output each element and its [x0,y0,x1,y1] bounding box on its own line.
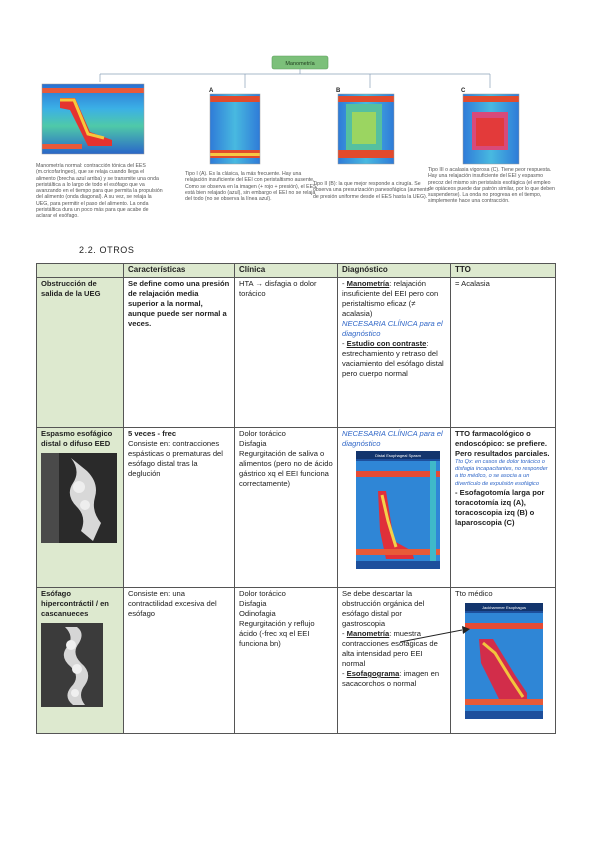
table-header-row [37,264,556,278]
diag-descartar: Se debe descartar la obstrucción orgánica del esófago distal por gastroscopia [342,589,425,628]
panel-c-letter: C [461,88,466,94]
header-diagnostico: Diagnóstico [338,264,451,278]
table-row [37,278,556,428]
diag-esofagograma: - Esofagograma: imagen en sacacorchos o normal [342,669,440,688]
car-definicion: Consiste en: contracciones espásticas o prematuras del esófago distal tras la deglución [128,439,223,478]
xray-nutcracker-image [41,623,103,707]
tto-surgery: - Esofagotomía larga por toracotomía izq (A), toracoscopia izq (B) o laparoscopia (C) [455,487,545,527]
manometry-panel-a [209,88,260,164]
cell-diagnostico [338,588,451,734]
cell-tto [451,588,556,734]
header-condition [37,264,124,278]
cell-clinica [235,588,338,734]
cell-caracteristicas [124,428,235,588]
cell-diagnostico [338,428,451,588]
cli-dolor: Dolor torácico [239,429,286,438]
jackhammer-manometry-chart [465,603,543,719]
caption-type1: Tipo I (A). Es la clásica, la más frecuente. Hay una relajación insuficiente del EEI con peristaltismo ausente. Como se observa en la imagen (+ rojo + presión), el EES está bien relajado (azul), sin embargo el EEI no se relaja del todo (no se observa la línea azul). [185,171,317,203]
manometry-panel-normal [42,84,144,154]
cell-diagnostico [338,278,451,428]
cell-clinica: HTA → disfagia o dolor torácico [235,278,338,428]
manometry-root-node [272,56,328,69]
xray-spasm-image [41,453,117,543]
cell-caracteristicas: Consiste en: una contractilidad excesiva del esófago [124,588,235,734]
panel-b-letter: B [336,88,341,94]
caption-type2: Tipo II (B): la que mejor responde a cirugía. Se observa una presurización panesofágica (aumento de presión uniforme desde el EES hasta la UEG). [313,181,430,200]
manometry-panel-b [336,88,394,164]
manometry-panel-c [461,88,519,164]
disorders-table [36,263,556,734]
cell-caracteristicas [124,278,235,428]
spasm-manometry-chart [356,451,440,569]
chart-title: Jackhammer Esophagus [481,605,527,610]
row-name: Espasmo esofágico distal o difuso EED [41,429,113,448]
cli-regurgitacion: Regurgitación de saliva o alimentos (pero no de ácido gástrico xq el EEI funciona correctamente) [239,449,333,488]
row-name-cell [37,588,124,734]
tto-main: Tto médico [455,589,493,598]
cli-dolor: Dolor torácico [239,589,286,598]
caption-type3: Tipo III o acalasia vigorosa (C). Tiene peor respuesta. Hay una relajación insuficiente del EEI y espasmo precoz del mismo sin peristalsis esofágica (el empleo de opiáceos puede dar patrón similar, por lo que deben suspenderse). La onda no progresa en el tiempo, simplemente hace una contracción. [428,167,555,205]
row-name-cell [37,428,124,588]
cli-reflujo: Regurgitación y reflujo ácido (-frec xq el EEI funciona bn) [239,619,315,648]
manometry-root-label: Manometría [285,61,315,67]
caption-normal: Manometría normal: contracción tónica del EES (m.cricofaríngeo), que se relaja cuando llega el alimento (brecha azul arriba) y se transmite una onda peristáltica a lo largo de todo el esófago que va avanzando en el tiempo para que permita la propulsión del alimento (onda diagonal). A su vez, se relaja la UEG, para permitir el paso del alimento. La onda peristáltica dura un poco más para que acabe de aclarar el esófago. [36,163,163,220]
cli-disfagia: Disfagia [239,439,267,448]
table-row [37,588,556,734]
header-caracteristicas: Características [124,264,235,278]
header-tto: TTO [451,264,556,278]
tto-note: Tto Qx: en casos de dolor torácico o disfagia incapacitantes, no responder a tto médico, o se asocia a un divertículo de expulsión esofágico [455,459,548,487]
section-title: 2.2. OTROS [79,245,135,255]
arrow-to-chart [400,620,470,650]
diag-manometria: - Manometría: muestra contracciones esofágicas de alta intensidad pero EEI normal [342,629,438,668]
cli-disfagia: Disfagia [239,599,267,608]
diag-clinica-note: NECESARIA CLÍNICA para el diagnóstico [342,319,443,338]
cell-text: Se define como una presión de relajación media superior a la normal, aunque puede ser normal a veces. [128,279,230,328]
cell-tto: = Acalasia [451,278,556,428]
table-row [37,428,556,588]
header-clinica: Clínica [235,264,338,278]
car-frecuencia: 5 veces - frec [128,429,177,438]
diag-manometria: - Manometría: relajación insuficiente del EEI pero con peristaltismo eficaz (≠ acalasia) [342,279,439,318]
chart-title: Distal Esophageal Spasm [375,453,421,458]
diag-contraste: - Estudio con contraste: estrechamiento y retraso del vaciamiento del esófago distal pero cuerpo normal [342,339,444,378]
tto-main: TTO farmacológico o endoscópico: se prefiere. Pero resultados parciales. [455,429,550,458]
cell-clinica [235,428,338,588]
cli-odinofagia: Odinofagia [239,609,276,618]
cell-tto [451,428,556,588]
panel-a-letter: A [209,88,214,94]
diag-clinica-note: NECESARIA CLÍNICA para el diagnóstico [342,429,443,448]
diagram-connectors [100,69,490,88]
row-name: Esófago hipercontráctil / en cascanueces [41,589,109,618]
row-name: Obstrucción de salida de la UEG [37,278,124,428]
